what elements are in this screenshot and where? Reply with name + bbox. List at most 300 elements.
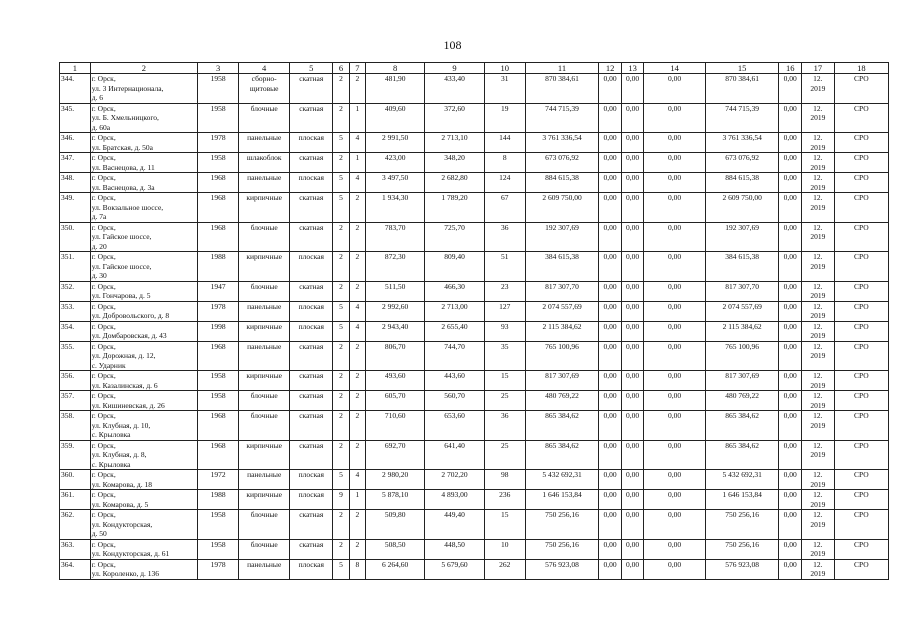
- value-cell: 0,00: [779, 301, 802, 321]
- total-cost-cell: 865 384,62: [525, 411, 599, 441]
- wall-material-cell: [239, 539, 290, 559]
- value-cell: 0,00: [779, 173, 802, 193]
- cost-cell: 765 100,96: [705, 341, 779, 371]
- row-number: 363.: [60, 539, 91, 559]
- deadline-cell: [801, 490, 834, 510]
- living-area-cell: 809,40: [425, 252, 484, 282]
- wall-material-cell: [239, 321, 290, 341]
- address-cell-line: г. Орск,: [91, 470, 116, 479]
- entrances-cell: 4: [349, 133, 365, 153]
- deadline-cell-line: 12.: [813, 510, 823, 519]
- cost-cell: 480 769,22: [705, 391, 779, 411]
- table-row: [60, 321, 889, 341]
- value-cell: 0,00: [621, 559, 644, 579]
- year-cell: 1988: [198, 252, 239, 282]
- deadline-cell-line: 12.: [813, 301, 823, 311]
- value-cell: 0,00: [621, 470, 644, 490]
- roof-type-cell: скатная: [290, 222, 333, 252]
- value-cell: 0,00: [644, 440, 705, 470]
- value-cell: 0,00: [644, 133, 705, 153]
- method-cell: СРО: [834, 371, 888, 391]
- row-number: 360.: [60, 470, 91, 490]
- address-cell-line: ул. Клубная, д. 8,: [91, 450, 147, 459]
- value-cell: 0,00: [644, 281, 705, 301]
- value-cell: 0,00: [621, 321, 644, 341]
- table-row: [60, 411, 889, 441]
- column-header: 14: [644, 63, 705, 74]
- wall-material-cell-line: шлакоблок: [246, 153, 282, 162]
- deadline-cell-line: 12.: [813, 539, 823, 549]
- entrances-cell: 2: [349, 510, 365, 540]
- method-cell: СРО: [834, 252, 888, 282]
- residents-cell: 51: [484, 252, 525, 282]
- method-cell: СРО: [834, 510, 888, 540]
- deadline-cell-line: 12.: [813, 74, 823, 83]
- value-cell: 0,00: [644, 470, 705, 490]
- value-cell: 0,00: [599, 391, 622, 411]
- value-cell: 0,00: [599, 490, 622, 510]
- deadline-cell-line: 12.: [813, 193, 823, 202]
- total-area-cell: 2 980,20: [366, 470, 425, 490]
- value-cell: 0,00: [779, 281, 802, 301]
- address-cell-line: г. Орск,: [91, 133, 116, 142]
- address-cell-line: г. Орск,: [91, 103, 116, 113]
- deadline-cell-line: 12.: [813, 341, 823, 351]
- deadline-cell-line: 2019: [810, 113, 826, 122]
- residents-cell: 8: [484, 153, 525, 173]
- address-cell: [90, 411, 197, 441]
- value-cell: 0,00: [599, 539, 622, 559]
- address-cell-line: ул. Гончарова, д. 5: [91, 291, 151, 300]
- value-cell: 0,00: [644, 153, 705, 173]
- address-cell: [90, 153, 197, 173]
- cost-cell: 673 076,92: [705, 153, 779, 173]
- address-cell-line: г. Орск,: [91, 281, 116, 291]
- address-cell-line: ул. Гайское шоссе,: [91, 232, 152, 241]
- address-cell-line: ул. Кондукторская, д. 61: [91, 549, 170, 558]
- year-cell: 1968: [198, 440, 239, 470]
- value-cell: 0,00: [779, 103, 802, 133]
- value-cell: 0,00: [621, 153, 644, 173]
- living-area-cell: 560,70: [425, 391, 484, 411]
- cost-cell: 750 256,16: [705, 539, 779, 559]
- address-cell-line: г. Орск,: [91, 74, 116, 83]
- total-area-cell: 5 878,10: [366, 490, 425, 510]
- wall-material-cell: [239, 391, 290, 411]
- table-row: [60, 559, 889, 579]
- wall-material-cell: [239, 133, 290, 153]
- residents-cell: 262: [484, 559, 525, 579]
- value-cell: 0,00: [644, 341, 705, 371]
- method-cell: СРО: [834, 411, 888, 441]
- address-cell: [90, 74, 197, 104]
- value-cell: 0,00: [621, 440, 644, 470]
- deadline-cell-line: 2019: [810, 162, 826, 172]
- residents-cell: 23: [484, 281, 525, 301]
- residents-cell: 19: [484, 103, 525, 133]
- total-cost-cell: 3 761 336,54: [525, 133, 599, 153]
- living-area-cell: 372,60: [425, 103, 484, 133]
- value-cell: 0,00: [779, 391, 802, 411]
- wall-material-cell-line: кирпичные: [246, 252, 282, 261]
- floors-cell: 5: [333, 193, 349, 223]
- deadline-cell: [801, 470, 834, 490]
- total-area-cell: 692,70: [366, 440, 425, 470]
- floors-cell: 2: [333, 341, 349, 371]
- address-cell-line: ул. Комарова, д. 18: [91, 479, 152, 489]
- roof-type-cell: скатная: [290, 510, 333, 540]
- value-cell: 0,00: [621, 510, 644, 540]
- total-cost-cell: 750 256,16: [525, 539, 599, 559]
- deadline-cell-line: 2019: [810, 519, 826, 529]
- address-cell: [90, 173, 197, 193]
- value-cell: 0,00: [599, 411, 622, 441]
- year-cell: 1968: [198, 411, 239, 441]
- living-area-cell: 2 713,10: [425, 133, 484, 153]
- value-cell: 0,00: [779, 490, 802, 510]
- address-cell: [90, 341, 197, 371]
- address-cell: [90, 193, 197, 223]
- wall-material-cell-line: блочные: [250, 539, 278, 549]
- floors-cell: 2: [333, 252, 349, 282]
- entrances-cell: 2: [349, 411, 365, 441]
- address-cell-line: ул. Гайское шоссе,: [91, 261, 152, 271]
- total-cost-cell: 1 646 153,84: [525, 490, 599, 510]
- wall-material-cell: [239, 440, 290, 470]
- year-cell: 1998: [198, 321, 239, 341]
- value-cell: 0,00: [599, 440, 622, 470]
- year-cell: 1958: [198, 103, 239, 133]
- total-cost-cell: 750 256,16: [525, 510, 599, 540]
- address-cell: [90, 103, 197, 133]
- total-cost-cell: 2 115 384,62: [525, 321, 599, 341]
- row-number: 359.: [60, 440, 91, 470]
- column-header: 8: [366, 63, 425, 74]
- wall-material-cell-line: кирпичные: [246, 440, 282, 450]
- row-number: 354.: [60, 321, 91, 341]
- cost-cell: 2 074 557,69: [705, 301, 779, 321]
- value-cell: 0,00: [779, 222, 802, 252]
- address-cell-line: г. Орск,: [91, 341, 116, 351]
- value-cell: 0,00: [644, 510, 705, 540]
- wall-material-cell: [239, 252, 290, 282]
- total-cost-cell: 865 384,62: [525, 440, 599, 470]
- value-cell: 0,00: [644, 252, 705, 282]
- entrances-cell: 2: [349, 371, 365, 391]
- year-cell: 1988: [198, 490, 239, 510]
- value-cell: 0,00: [779, 371, 802, 391]
- value-cell: 0,00: [779, 510, 802, 540]
- value-cell: 0,00: [621, 281, 644, 301]
- deadline-cell-line: 12.: [813, 559, 823, 569]
- living-area-cell: 2 655,40: [425, 321, 484, 341]
- method-cell: СРО: [834, 539, 888, 559]
- address-cell-line: с. Крыловка: [91, 459, 131, 469]
- cost-cell: 817 307,70: [705, 281, 779, 301]
- value-cell: 0,00: [621, 74, 644, 104]
- deadline-cell-line: 2019: [810, 569, 826, 578]
- value-cell: 0,00: [599, 510, 622, 540]
- method-cell: СРО: [834, 193, 888, 223]
- value-cell: 0,00: [599, 301, 622, 321]
- deadline-cell-line: 12.: [813, 470, 823, 479]
- year-cell: 1968: [198, 173, 239, 193]
- entrances-cell: 2: [349, 74, 365, 104]
- table-row: [60, 440, 889, 470]
- address-cell-line: г. Орск,: [91, 252, 116, 261]
- address-cell-line: ул. Братская, д. 50а: [91, 142, 153, 152]
- row-number: 350.: [60, 222, 91, 252]
- roof-type-cell: плоская: [290, 173, 333, 193]
- address-cell-line: г. Орск,: [91, 222, 116, 232]
- address-cell-line: ул. Казалинская, д. 6: [91, 380, 158, 390]
- column-header: 2: [90, 63, 197, 74]
- deadline-cell: [801, 103, 834, 133]
- floors-cell: 5: [333, 559, 349, 579]
- total-cost-cell: 5 432 692,31: [525, 470, 599, 490]
- year-cell: 1958: [198, 153, 239, 173]
- roof-type-cell: скатная: [290, 391, 333, 411]
- column-header: 16: [779, 63, 802, 74]
- roof-type-cell: скатная: [290, 103, 333, 133]
- value-cell: 0,00: [644, 301, 705, 321]
- deadline-cell-line: 2019: [810, 479, 826, 489]
- deadline-cell-line: 12.: [813, 173, 823, 182]
- deadline-cell-line: 2019: [810, 549, 826, 558]
- wall-material-cell: [239, 371, 290, 391]
- floors-cell: 2: [333, 153, 349, 173]
- value-cell: 0,00: [599, 341, 622, 371]
- total-cost-cell: 576 923,08: [525, 559, 599, 579]
- value-cell: 0,00: [779, 321, 802, 341]
- entrances-cell: 4: [349, 470, 365, 490]
- method-cell: СРО: [834, 559, 888, 579]
- deadline-cell-line: 12.: [813, 133, 823, 142]
- column-header: 13: [621, 63, 644, 74]
- entrances-cell: 8: [349, 559, 365, 579]
- roof-type-cell: плоская: [290, 559, 333, 579]
- entrances-cell: 4: [349, 301, 365, 321]
- row-number: 362.: [60, 510, 91, 540]
- total-area-cell: 3 497,50: [366, 173, 425, 193]
- cost-cell: 817 307,69: [705, 371, 779, 391]
- living-area-cell: 449,40: [425, 510, 484, 540]
- value-cell: 0,00: [621, 173, 644, 193]
- value-cell: 0,00: [621, 391, 644, 411]
- cost-cell: 5 432 692,31: [705, 470, 779, 490]
- address-cell: [90, 440, 197, 470]
- total-cost-cell: 192 307,69: [525, 222, 599, 252]
- method-cell: СРО: [834, 321, 888, 341]
- floors-cell: 5: [333, 301, 349, 321]
- deadline-cell: [801, 391, 834, 411]
- cost-cell: 384 615,38: [705, 252, 779, 282]
- value-cell: 0,00: [599, 103, 622, 133]
- page-number: 108: [443, 38, 462, 52]
- deadline-cell-line: 12.: [813, 103, 823, 113]
- table-row: [60, 193, 889, 223]
- column-header: 6: [333, 63, 349, 74]
- address-cell: [90, 391, 197, 411]
- value-cell: 0,00: [621, 539, 644, 559]
- value-cell: 0,00: [621, 411, 644, 441]
- deadline-cell-line: 2019: [810, 420, 826, 430]
- deadline-cell-line: 12.: [813, 321, 823, 331]
- floors-cell: 5: [333, 133, 349, 153]
- address-cell: [90, 539, 197, 559]
- deadline-cell: [801, 440, 834, 470]
- deadline-cell: [801, 411, 834, 441]
- value-cell: 0,00: [779, 252, 802, 282]
- row-number: 352.: [60, 281, 91, 301]
- address-cell-line: г. Орск,: [91, 301, 116, 311]
- address-cell-line: ул. Добровольского, д. 8: [91, 311, 170, 320]
- column-header: 11: [525, 63, 599, 74]
- year-cell: 1978: [198, 559, 239, 579]
- wall-material-cell-line: блочные: [250, 510, 278, 519]
- living-area-cell: 2 713,00: [425, 301, 484, 321]
- address-cell-line: ул. Комарова, д. 5: [91, 499, 149, 509]
- living-area-cell: 5 679,60: [425, 559, 484, 579]
- residents-cell: 36: [484, 222, 525, 252]
- address-cell: [90, 470, 197, 490]
- value-cell: 0,00: [644, 103, 705, 133]
- deadline-cell-line: 2019: [810, 311, 826, 320]
- method-cell: СРО: [834, 281, 888, 301]
- floors-cell: 2: [333, 281, 349, 301]
- value-cell: 0,00: [599, 173, 622, 193]
- wall-material-cell: [239, 281, 290, 301]
- wall-material-cell-line: блочные: [250, 391, 278, 400]
- wall-material-cell: [239, 173, 290, 193]
- residents-cell: 98: [484, 470, 525, 490]
- cost-cell: 750 256,16: [705, 510, 779, 540]
- floors-cell: 2: [333, 74, 349, 104]
- value-cell: 0,00: [621, 490, 644, 510]
- column-header: 12: [599, 63, 622, 74]
- address-cell-line: г. Орск,: [91, 411, 116, 420]
- row-number: 357.: [60, 391, 91, 411]
- deadline-cell-line: 2019: [810, 182, 826, 192]
- total-area-cell: 1 934,30: [366, 193, 425, 223]
- address-cell-line: ул. Васнецова, д. 11: [91, 162, 155, 172]
- address-cell: [90, 321, 197, 341]
- floors-cell: 2: [333, 391, 349, 411]
- method-cell: СРО: [834, 301, 888, 321]
- address-cell-line: г. Орск,: [91, 559, 116, 569]
- entrances-cell: 2: [349, 193, 365, 223]
- floors-cell: 2: [333, 440, 349, 470]
- living-area-cell: 448,50: [425, 539, 484, 559]
- deadline-cell: [801, 539, 834, 559]
- total-cost-cell: 384 615,38: [525, 252, 599, 282]
- row-number: 364.: [60, 559, 91, 579]
- value-cell: 0,00: [779, 341, 802, 371]
- entrances-cell: 2: [349, 539, 365, 559]
- value-cell: 0,00: [599, 133, 622, 153]
- wall-material-cell: [239, 103, 290, 133]
- total-area-cell: 710,60: [366, 411, 425, 441]
- residents-cell: 25: [484, 391, 525, 411]
- address-cell: [90, 133, 197, 153]
- value-cell: 0,00: [779, 411, 802, 441]
- deadline-cell: [801, 173, 834, 193]
- roof-type-cell: скатная: [290, 193, 333, 223]
- method-cell: СРО: [834, 470, 888, 490]
- deadline-cell: [801, 510, 834, 540]
- address-cell: [90, 490, 197, 510]
- value-cell: 0,00: [779, 559, 802, 579]
- deadline-cell: [801, 74, 834, 104]
- value-cell: 0,00: [779, 539, 802, 559]
- address-cell-line: г. Орск,: [91, 440, 116, 450]
- address-cell-line: ул. Домбаровская, д. 43: [91, 331, 167, 340]
- residents-cell: 31: [484, 74, 525, 104]
- value-cell: 0,00: [599, 371, 622, 391]
- value-cell: 0,00: [644, 539, 705, 559]
- year-cell: 1978: [198, 301, 239, 321]
- floors-cell: 2: [333, 539, 349, 559]
- entrances-cell: 1: [349, 103, 365, 133]
- roof-type-cell: скатная: [290, 74, 333, 104]
- table-row: [60, 470, 889, 490]
- wall-material-cell-line: блочные: [250, 222, 278, 232]
- value-cell: 0,00: [644, 490, 705, 510]
- cost-cell: 2 609 750,00: [705, 193, 779, 223]
- roof-type-cell: плоская: [290, 133, 333, 153]
- value-cell: 0,00: [644, 321, 705, 341]
- row-number: 348.: [60, 173, 91, 193]
- total-area-cell: 481,90: [366, 74, 425, 104]
- wall-material-cell-line: блочные: [250, 411, 278, 420]
- floors-cell: 2: [333, 411, 349, 441]
- living-area-cell: 744,70: [425, 341, 484, 371]
- table-row: [60, 510, 889, 540]
- roof-type-cell: плоская: [290, 470, 333, 490]
- floors-cell: 9: [333, 490, 349, 510]
- living-area-cell: 641,40: [425, 440, 484, 470]
- year-cell: 1958: [198, 74, 239, 104]
- column-header: 4: [239, 63, 290, 74]
- table-header-row: [60, 63, 889, 74]
- wall-material-cell: [239, 490, 290, 510]
- cost-cell: 576 923,08: [705, 559, 779, 579]
- table-row: [60, 539, 889, 559]
- method-cell: СРО: [834, 133, 888, 153]
- cost-cell: 744 715,39: [705, 103, 779, 133]
- column-header: 5: [290, 63, 333, 74]
- total-area-cell: 872,30: [366, 252, 425, 282]
- total-area-cell: 605,70: [366, 391, 425, 411]
- column-header: 7: [349, 63, 365, 74]
- total-area-cell: 409,60: [366, 103, 425, 133]
- roof-type-cell: плоская: [290, 321, 333, 341]
- table-row: [60, 281, 889, 301]
- total-area-cell: 511,50: [366, 281, 425, 301]
- year-cell: 1968: [198, 222, 239, 252]
- value-cell: 0,00: [644, 559, 705, 579]
- residents-cell: 93: [484, 321, 525, 341]
- cost-cell: 1 646 153,84: [705, 490, 779, 510]
- address-cell-line: д. 50: [91, 529, 107, 538]
- method-cell: СРО: [834, 222, 888, 252]
- deadline-cell-line: 2019: [810, 202, 826, 212]
- table-row: [60, 103, 889, 133]
- address-cell: [90, 371, 197, 391]
- residents-cell: 124: [484, 173, 525, 193]
- year-cell: 1958: [198, 371, 239, 391]
- value-cell: 0,00: [779, 133, 802, 153]
